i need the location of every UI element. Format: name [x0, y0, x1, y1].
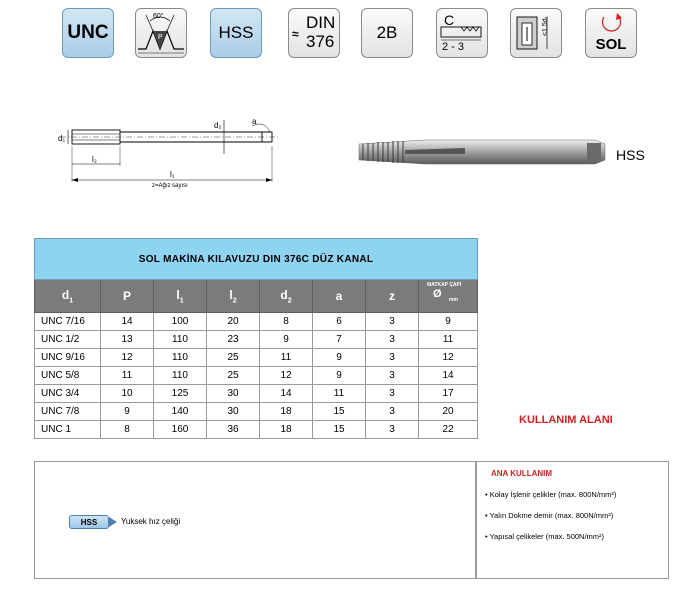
header-d1: $d_1$	[35, 280, 101, 313]
table-cell: 11	[260, 349, 313, 367]
table-cell: 3	[366, 367, 419, 385]
chamfer-letter: C	[444, 12, 455, 28]
table-cell: 110	[154, 349, 207, 367]
table-cell: 9	[260, 331, 313, 349]
tolerance-class-icon	[361, 8, 413, 58]
table-cell: 3	[366, 331, 419, 349]
thread-pitch-text: P	[158, 34, 163, 41]
header-d2: $d_2$	[260, 280, 313, 313]
table-row	[35, 367, 478, 385]
table-cell: UNC 7/16	[35, 313, 101, 331]
table-cell: 8	[260, 313, 313, 331]
spec-table	[34, 238, 478, 439]
table-cell: 3	[366, 421, 419, 439]
table-cell: UNC 1	[35, 421, 101, 439]
table-row	[35, 385, 478, 403]
header-z: z	[366, 280, 419, 313]
material-legend	[34, 461, 476, 579]
table-cell: 8	[101, 421, 154, 439]
usage-box	[476, 461, 669, 579]
flute-count-note: z=Ağız sayısı	[152, 183, 188, 189]
table-cell: 3	[366, 349, 419, 367]
table-cell: 30	[207, 385, 260, 403]
a-label: a	[252, 117, 257, 126]
table-cell: 18	[260, 403, 313, 421]
main-usage-heading: ANA KULLANIM	[491, 469, 553, 478]
tolerance-label: 2B	[376, 23, 398, 42]
table-cell: 15	[313, 403, 366, 421]
table-cell: 11	[419, 331, 478, 349]
table-cell: 11	[101, 367, 154, 385]
d1-label: d₁	[58, 134, 66, 143]
table-cell: 22	[419, 421, 478, 439]
tap-product-image	[355, 132, 610, 172]
chamfer-form-icon	[436, 8, 488, 58]
table-row	[35, 349, 478, 367]
table-cell: 12	[419, 349, 478, 367]
table-row	[35, 313, 478, 331]
hss-chip: HSS	[69, 515, 109, 529]
table-cell: 30	[207, 403, 260, 421]
din-standard-icon	[288, 8, 340, 58]
header-l1: $l_1$	[154, 280, 207, 313]
thread-angle-text: 60°	[153, 13, 164, 20]
usage-item: • Yapısal çelikeler (max. 500N/mm²)	[485, 532, 605, 541]
table-cell: 36	[207, 421, 260, 439]
table-cell: UNC 5/8	[35, 367, 101, 385]
table-cell: 14	[101, 313, 154, 331]
thread-profile-icon	[135, 8, 187, 58]
din-approx: ≈	[292, 27, 299, 41]
table-cell: 9	[101, 403, 154, 421]
table-cell: 23	[207, 331, 260, 349]
table-cell: 140	[154, 403, 207, 421]
hss-material-icon	[210, 8, 262, 58]
table-cell: 3	[366, 403, 419, 421]
table-cell: 10	[101, 385, 154, 403]
table-cell: 20	[419, 403, 478, 421]
usage-area-title: KULLANIM ALANI	[519, 414, 613, 426]
thread-length-icon	[510, 8, 562, 58]
left-hand-rotation-icon	[585, 8, 637, 58]
table-cell: UNC 1/2	[35, 331, 101, 349]
table-cell: 7	[313, 331, 366, 349]
table-cell: 160	[154, 421, 207, 439]
table-cell: UNC 9/16	[35, 349, 101, 367]
table-cell: 110	[154, 331, 207, 349]
hss-description: Yuksek hız çeliği	[121, 517, 181, 526]
hss-label: HSS	[218, 23, 254, 42]
table-header-row	[35, 280, 478, 313]
table-cell: 14	[260, 385, 313, 403]
rotation-label: SOL	[595, 36, 627, 53]
table-cell: 20	[207, 313, 260, 331]
chamfer-range: 2 - 3	[442, 41, 465, 53]
din-label: DIN	[306, 13, 336, 32]
unc-label: UNC	[67, 22, 109, 43]
table-cell: 9	[419, 313, 478, 331]
table-cell: 110	[154, 367, 207, 385]
table-cell: 3	[366, 385, 419, 403]
length-label: ≤1,5d₁	[542, 16, 549, 36]
table-cell: UNC 7/8	[35, 403, 101, 421]
table-row	[35, 421, 478, 439]
l2-label: l₂	[92, 155, 97, 164]
header-a: a	[313, 280, 366, 313]
table-row	[35, 403, 478, 421]
unc-standard-icon	[62, 8, 114, 58]
table-title: SOL MAKİNA KILAVUZU DIN 376C DÜZ KANAL	[35, 239, 478, 280]
table-cell: 100	[154, 313, 207, 331]
header-l2: $l_2$	[207, 280, 260, 313]
table-cell: 25	[207, 367, 260, 385]
photo-material-label: HSS	[616, 147, 645, 163]
table-cell: UNC 3/4	[35, 385, 101, 403]
table-cell: 18	[260, 421, 313, 439]
table-cell: 3	[366, 313, 419, 331]
din-number: 376	[306, 32, 335, 51]
table-cell: 125	[154, 385, 207, 403]
header-drill-diameter: MATKAP ÇAPI Ø mm	[419, 280, 478, 313]
table-row	[35, 331, 478, 349]
table-cell: 25	[207, 349, 260, 367]
table-cell: 11	[313, 385, 366, 403]
table-cell: 6	[313, 313, 366, 331]
table-cell: 9	[313, 367, 366, 385]
d2-label: d₂	[214, 121, 222, 130]
table-cell: 14	[419, 367, 478, 385]
header-pitch: P	[101, 280, 154, 313]
table-cell: 9	[313, 349, 366, 367]
table-cell: 12	[260, 367, 313, 385]
l1-label: l₁	[170, 170, 175, 179]
table-cell: 13	[101, 331, 154, 349]
arrow-icon	[109, 517, 117, 527]
table-cell: 17	[419, 385, 478, 403]
usage-item: • Yalın Dokme demir (max. 800N/mm²)	[485, 511, 614, 520]
table-cell: 12	[101, 349, 154, 367]
usage-item: • Kolay İşlenir çelikler (max. 800N/mm²)	[485, 490, 617, 499]
table-cell: 15	[313, 421, 366, 439]
